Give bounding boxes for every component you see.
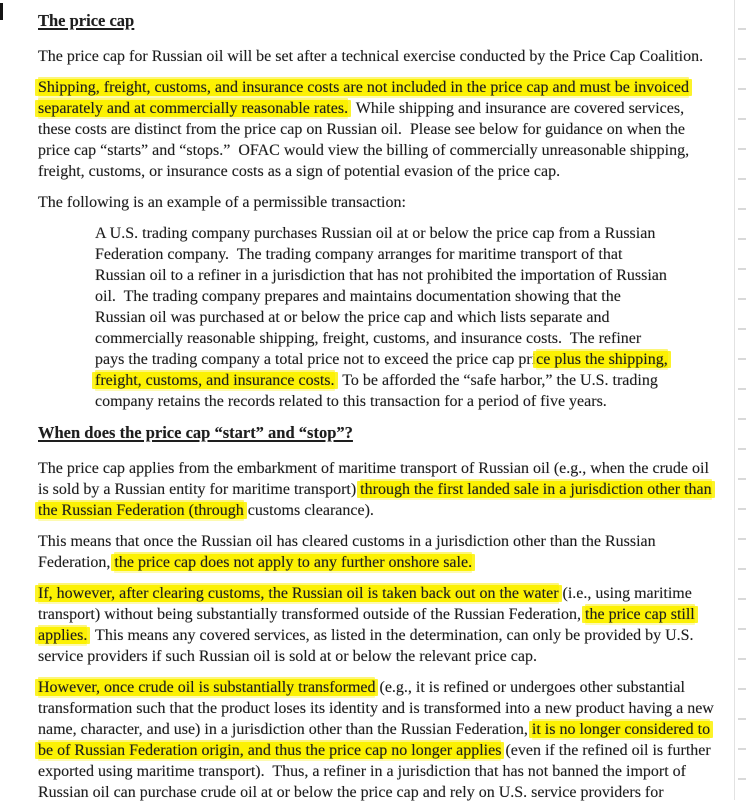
text-line (38, 500, 711, 521)
text-line (95, 307, 711, 328)
text-line (38, 77, 711, 98)
heading-start-and-stop: When does the price cap “start” and “stop”? (38, 423, 353, 442)
text-line (38, 740, 711, 761)
highlight-substantially-transformed: However, once crude oil is substantially transformed (38, 679, 376, 696)
body-text: Russian oil to a refiner in a jurisdiction that has not prohibited the importation of Russian (95, 267, 667, 284)
body-text: price cap “starts” and “stops.” OFAC would view the billing of commercially unreasonable shipping, (38, 142, 690, 159)
body-text: Russian oil was purchased at or below the price cap and which lists separate and (95, 309, 610, 326)
text-line (95, 265, 711, 286)
paragraph-back-on-water (38, 583, 711, 667)
paragraph-cleared-customs (38, 531, 711, 573)
body-text: (i.e., using maritime (558, 585, 692, 602)
body-text: A U.S. trading company purchases Russian oil at or below the price cap from a Russian (95, 225, 656, 242)
body-text: name, character, and use) in a jurisdiction other than the Russian Federation, (38, 721, 532, 738)
body-text: While shipping and insurance are covered services, (348, 100, 685, 117)
highlight-first-landed-sale: through the first landed sale in a jurisdiction other than (360, 481, 712, 498)
body-text: (e.g., it is refined or undergoes other substantial (375, 679, 685, 696)
highlight-price-cap-still: the price cap still (585, 606, 695, 623)
highlight-taken-back-on-water: If, however, after clearing customs, the Russian oil is taken back out on the water (38, 585, 559, 602)
body-text: Russian oil can purchase crude oil at or below the price cap and rely on U.S. service providers for (38, 784, 664, 801)
text-line (38, 140, 711, 161)
text-line (38, 192, 711, 213)
body-text: transport) without being substantially transformed outside of the Russian Federation, (38, 606, 586, 623)
paragraph-example-intro (38, 192, 711, 213)
body-text: (even if the refined oil is further (501, 742, 711, 759)
text-line (95, 286, 711, 307)
body-text: service providers if such Russian oil is sold at or below the relevant price cap. (38, 648, 537, 665)
body-text: pays the trading company a total price not to exceed the price cap pri (95, 351, 537, 368)
paragraph-cap-applies (38, 458, 711, 521)
text-line (38, 677, 711, 698)
text-line (95, 244, 711, 265)
text-line (38, 552, 711, 573)
text-line (38, 761, 711, 782)
text-line (38, 583, 711, 604)
text-line (95, 349, 711, 370)
body-text: exported using maritime transport). Thus, a refiner in a jurisdiction that has not banned the import of (38, 763, 686, 780)
highlight-no-further-onshore-sale: the price cap does not apply to any further onshore sale. (114, 554, 473, 571)
body-text: The price cap for Russian oil will be set after a technical exercise conducted by the Price Cap Coalition. (38, 48, 704, 65)
paragraph-shipping-costs (38, 77, 711, 182)
text-line (38, 98, 711, 119)
body-text: Federation, (38, 554, 115, 571)
text-line (38, 625, 711, 646)
body-text: customs clearance). (243, 502, 374, 519)
highlight-price-plus-shipping: ce plus the shipping, (536, 351, 668, 368)
body-text: commercially reasonable shipping, freight, customs, and insurance costs. The refiner (95, 330, 642, 347)
paragraph-intro (38, 46, 711, 67)
highlight-freight-customs-insurance: freight, customs, and insurance costs. (95, 372, 335, 389)
highlight-no-longer-considered: it is no longer considered to (531, 721, 711, 738)
text-line (95, 223, 711, 244)
body-text: is sold by a Russian entity for maritime transport) (38, 481, 361, 498)
body-text: The following is an example of a permissible transaction: (38, 194, 406, 211)
body-text: This means that once the Russian oil has cleared customs in a jurisdiction other than the Russian (38, 533, 656, 550)
body-text: The price cap applies from the embarkment of maritime transport of Russian oil (e.g., when the crude oil (38, 460, 709, 477)
text-line (38, 161, 711, 182)
example-transaction-block (95, 223, 711, 412)
text-line (38, 646, 711, 667)
text-line (38, 46, 711, 67)
heading-the-price-cap: The price cap (38, 11, 135, 30)
highlight-shipping-costs-line2: separately and at commercially reasonable rates. (38, 100, 349, 117)
body-text: these costs are distinct from the price cap on Russian oil. Please see below for guidance on when the (38, 121, 685, 138)
text-line (38, 604, 711, 625)
highlight-russian-federation-through: the Russian Federation (through (38, 502, 244, 519)
text-line (38, 698, 714, 719)
body-text: oil. The trading company prepares and maintains documentation showing that the (95, 288, 621, 305)
highlight-cap-no-longer-applies: be of Russian Federation origin, and thus the price cap no longer applies (38, 742, 502, 759)
text-line (38, 479, 711, 500)
body-text: company retains the records related to this transaction for a period of five years. (95, 393, 607, 410)
text-line (38, 531, 711, 552)
text-line (38, 119, 711, 140)
body-text: Federation company. The trading company arranges for maritime transport of that (95, 246, 623, 263)
body-text: This means any covered services, as listed in the determination, can only be provided by U.S. (87, 627, 694, 644)
highlight-applies: applies. (38, 627, 88, 644)
body-text: To be afforded the “safe harbor,” the U.S. trading (334, 372, 658, 389)
body-text: transformation such that the product loses its identity and is transformed into a new product having a new (38, 700, 714, 717)
text-line (95, 370, 711, 391)
text-line (38, 719, 711, 740)
text-line (95, 391, 711, 412)
text-line (95, 328, 711, 349)
body-text: freight, customs, or insurance costs as a sign of potential evasion of the price cap. (38, 163, 561, 180)
paragraph-substantially-transformed (38, 677, 714, 803)
text-line (38, 458, 711, 479)
highlight-shipping-costs-line1: Shipping, freight, customs, and insurance costs are not included in the price cap and must be invoiced (38, 79, 689, 96)
